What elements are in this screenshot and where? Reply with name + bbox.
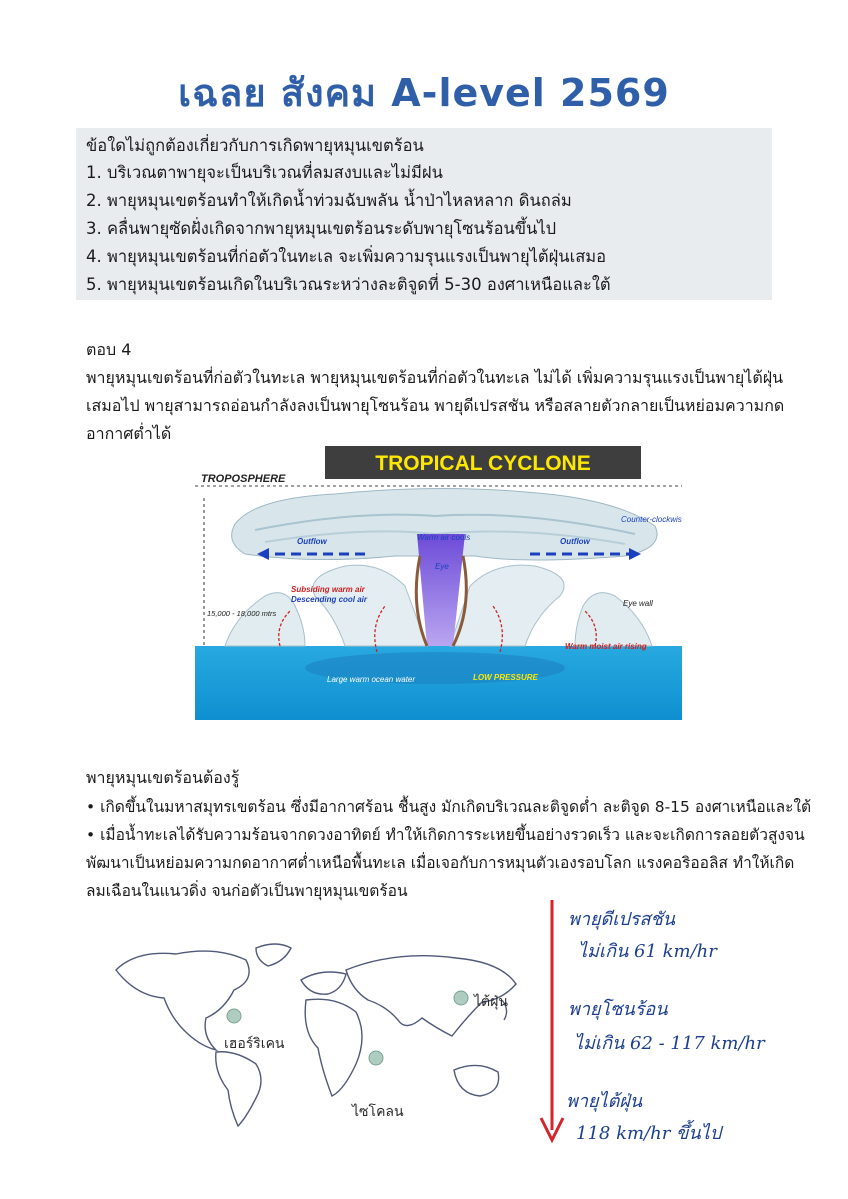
moist-air-label: Warm moist air rising [565, 642, 647, 651]
depression-speed: ไม่เกิน 61 km/hr [578, 941, 717, 962]
question-prompt: ข้อใดไม่ถูกต้องเกี่ยวกับการเกิดพายุหมุนเขตร้อน [86, 136, 424, 155]
choice-5: 5. พายุหมุนเขตร้อนเกิดในบริเวณระหว่างละติจูดที่ 5-30 องศาเหนือและใต้ [86, 275, 611, 294]
eye-wall-label: Eye wall [623, 599, 653, 608]
facts-line-3: พัฒนาเป็นหย่อมความกดอากาศต่ำเหนือพื้นทะเล เมื่อเจอกับการหมุนตัวเองรอบโลก แรงคอริออลิส ทำให้เกิด [86, 854, 795, 872]
choice-2: 2. พายุหมุนเขตร้อนทำให้เกิดน้ำท่วมฉับพลัน น้ำป่าไหลหลาก ดินถล่ม [86, 191, 572, 210]
tropical-storm-title: พายุโซนร้อน [568, 999, 668, 1020]
subsiding-label: Subsiding warm air [291, 585, 365, 594]
facts-heading: พายุหมุนเขตร้อนต้องรู้ [86, 768, 240, 787]
outflow-right-label: Outflow [560, 537, 590, 546]
descending-label: Descending cool air [291, 595, 368, 604]
ocean-label: Large warm ocean water [327, 675, 416, 684]
typhoon-map-label: ไต้ฝุ่น [474, 994, 508, 1010]
facts-line-2: • เมื่อน้ำทะเลได้รับความร้อนจากดวงอาทิตย์ ทำให้เกิดการระเหยขึ้นอย่างรวดเร็ว และจะเกิดการลอยตัวสูงจน [86, 826, 805, 844]
choice-1: 1. บริเวณตาพายุจะเป็นบริเวณที่ลมสงบและไม่มีฝน [86, 163, 443, 182]
counter-clockwise-label: Counter-clockwise [621, 515, 682, 524]
hurricane-label: เฮอร์ริเคน [224, 1036, 285, 1052]
page-title: เฉลย สังคม A-level 2569 [178, 71, 670, 115]
depression-title: พายุดีเปรสชัน [568, 909, 675, 930]
answer-line-2: เสมอไป พายุสามารถอ่อนกำลังลงเป็นพายุโซนร้อน พายุดีเปรสชัน หรือสลายตัวกลายเป็นหย่อมความกด [86, 396, 785, 415]
low-pressure-label: LOW PRESSURE [473, 673, 538, 682]
cyclone-diagram [195, 446, 682, 720]
tropical-storm-speed: ไม่เกิน 62 - 117 km/hr [574, 1033, 765, 1054]
banner-text: TROPICAL CYCLONE [375, 452, 591, 475]
height-label: 15,000 - 18,000 mtrs [207, 609, 277, 618]
warm-air-cools-label: Warm air cools [417, 533, 471, 542]
typhoon-speed: 118 km/hr ขึ้นไป [576, 1123, 722, 1144]
choice-4: 4. พายุหมุนเขตร้อนที่ก่อตัวในทะเล จะเพิ่มความรุนแรงเป็นพายุไต้ฝุ่นเสมอ [86, 247, 607, 266]
answer-line-3: อากาศต่ำได้ [86, 424, 172, 443]
outflow-left-label: Outflow [297, 537, 327, 546]
facts-line-1: • เกิดขึ้นในมหาสมุทรเขตร้อน ซึ่งมีอากาศร้อน ชื้นสูง มักเกิดบริเวณละติจูดต่ำ ละติจูด 8-15 องศาเหนือและใต้ [86, 798, 812, 816]
answer-line-1: พายุหมุนเขตร้อนที่ก่อตัวในทะเล พายุหมุนเขตร้อนที่ก่อตัวในทะเล ไม่ได้ เพิ่มความรุนแรงเป็นพายุไต้ฝุ่น [86, 368, 784, 387]
eye-label: Eye [435, 562, 449, 571]
world-map [106, 940, 526, 1130]
intensity-arrow [538, 898, 568, 1148]
choice-3: 3. คลื่นพายุซัดฝั่งเกิดจากพายุหมุนเขตร้อนระดับพายุโซนร้อนขึ้นไป [86, 219, 557, 238]
cyclone-label: ไซโคลน [352, 1104, 404, 1120]
troposphere-label: TROPOSPHERE [201, 473, 286, 485]
answer-label: ตอบ 4 [86, 340, 132, 359]
typhoon-title: พายุไต้ฝุ่น [566, 1091, 643, 1112]
facts-line-4: ลมเฉือนในแนวดิ่ง จนก่อตัวเป็นพายุหมุนเขตร้อน [86, 882, 408, 900]
